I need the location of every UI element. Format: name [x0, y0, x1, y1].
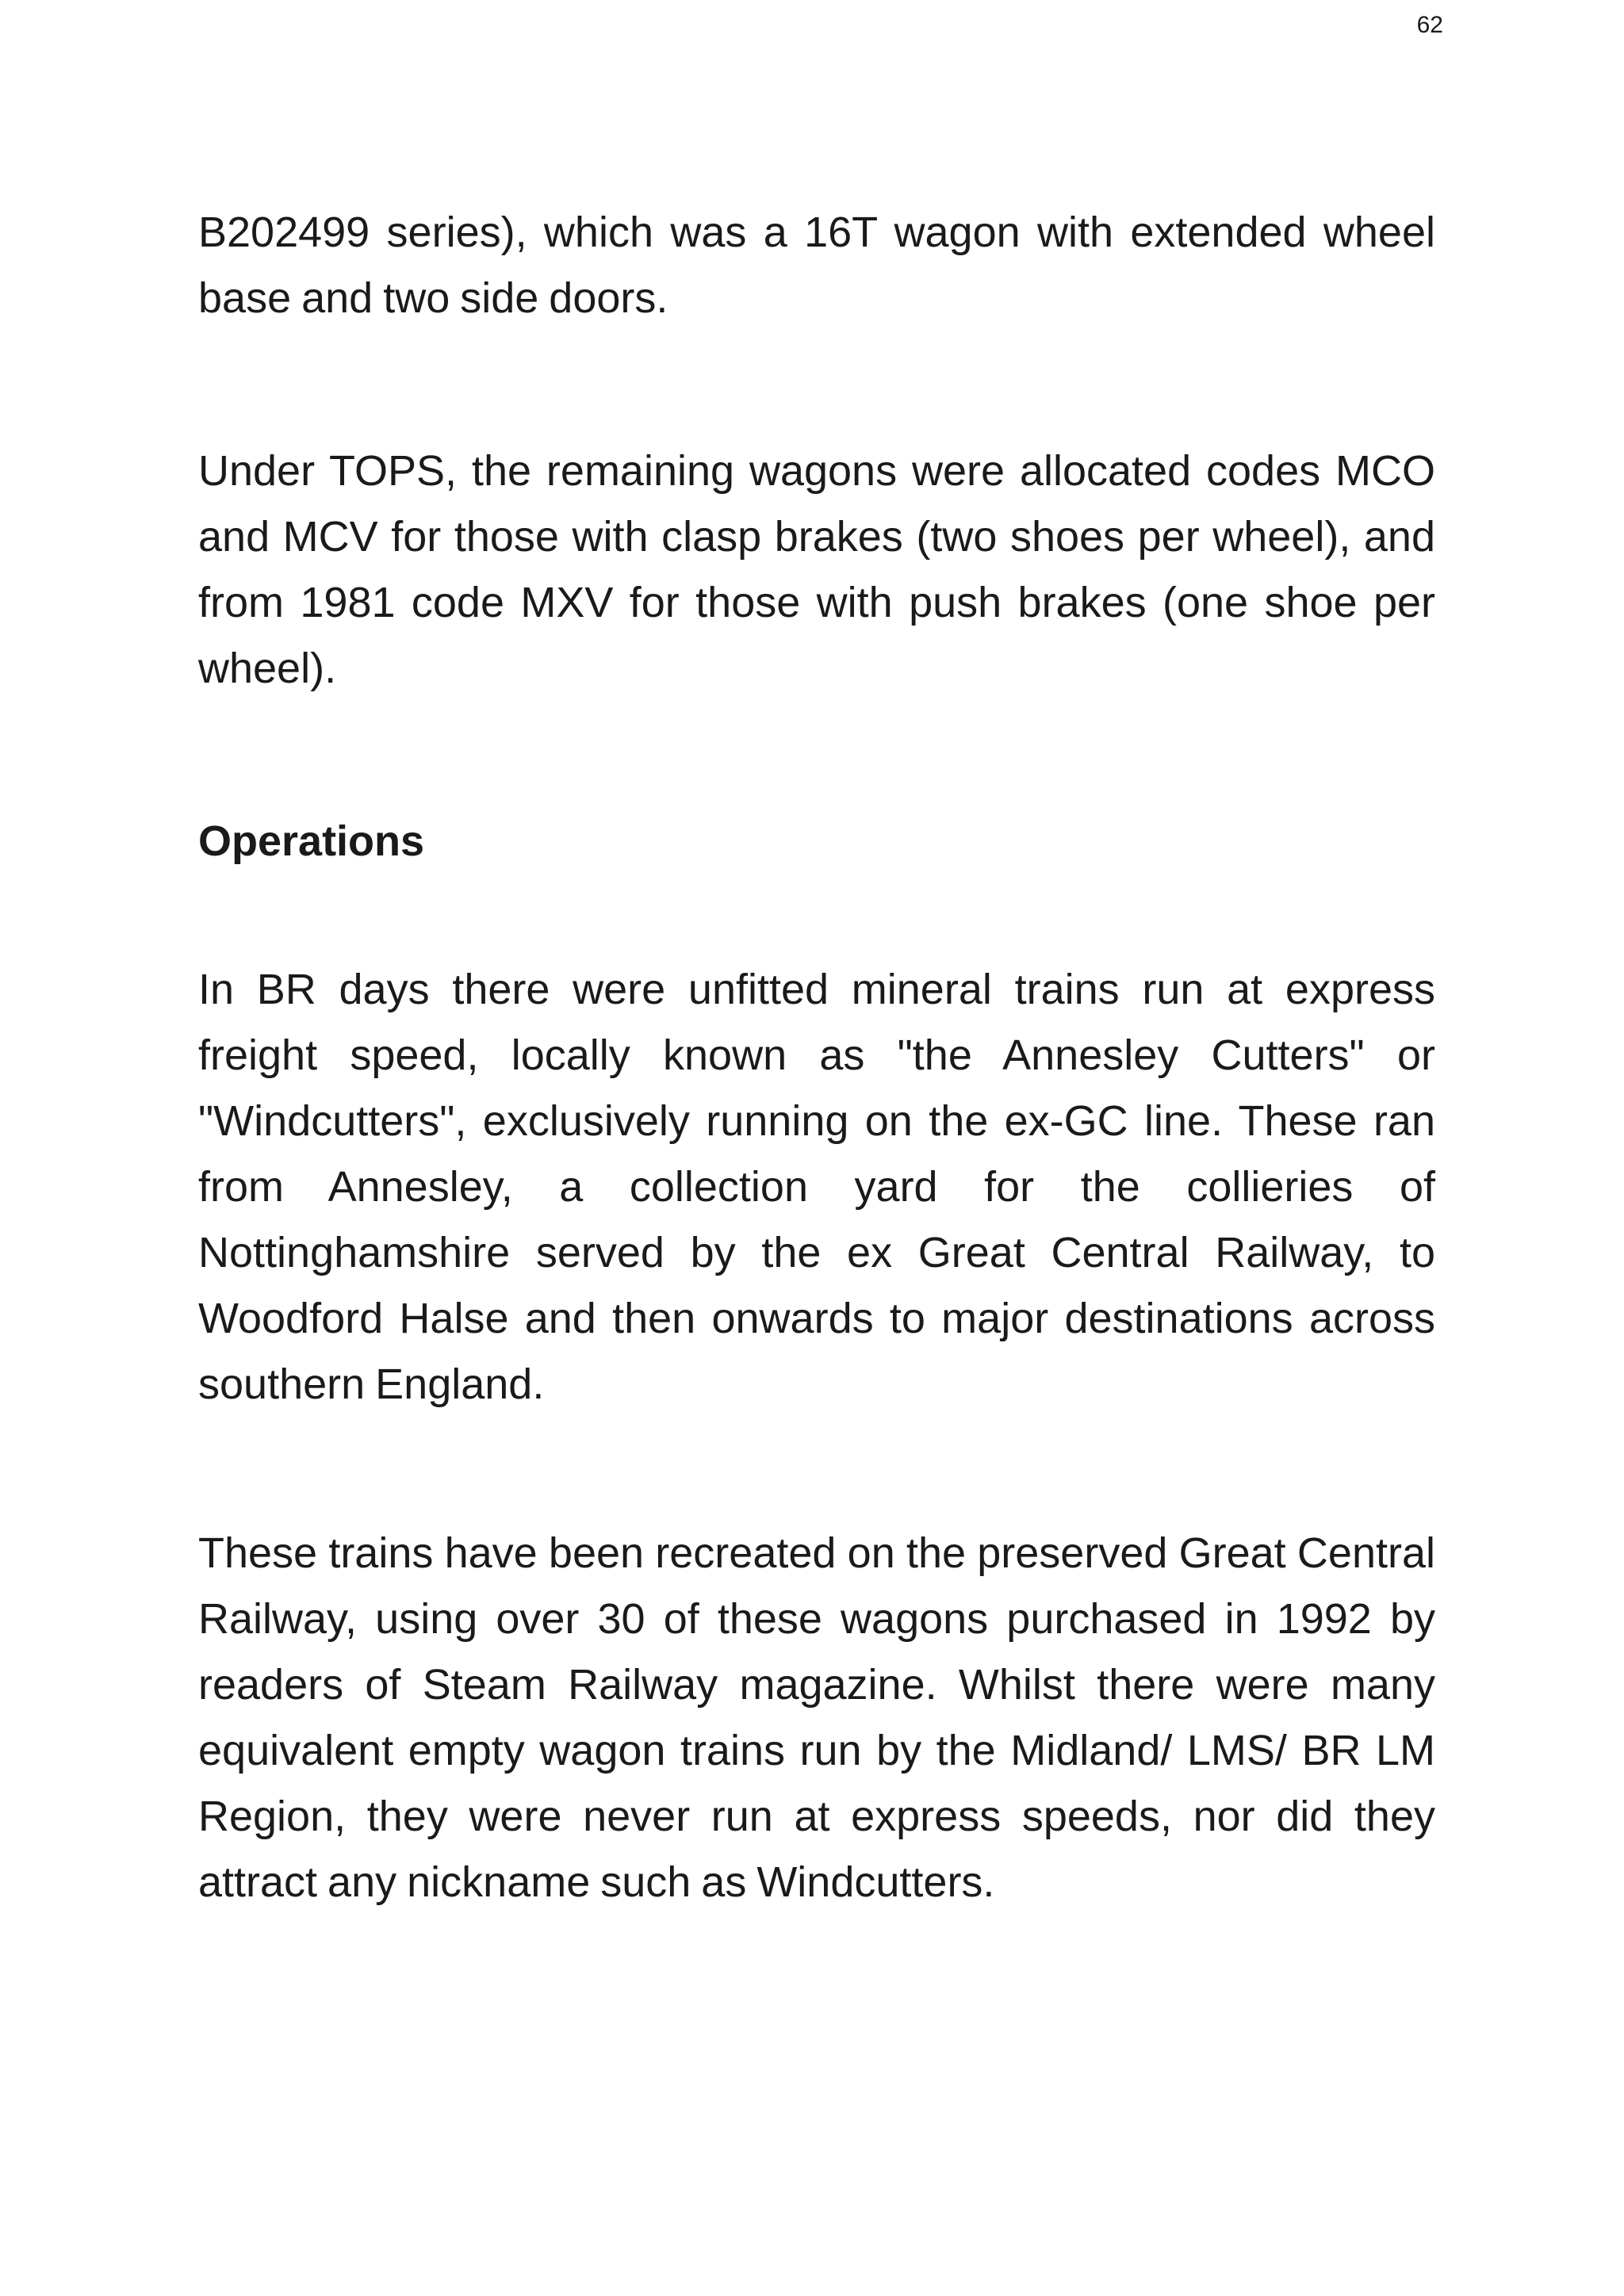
document-body — [198, 200, 1435, 1915]
paragraph-wagon-series: B202499 series), which was a 16T wagon with extended wheel base and two side doors. — [198, 209, 1435, 322]
page-number: 62 — [1416, 12, 1443, 38]
paragraph-windcutters: In BR days there were unfitted mineral trains run at express freight speed, locally known as "the Annesley Cutters" or "Windcutters", exclusively running on the ex-GC line. These ran from Annesley, a collection yard for the collieries of Nottinghamshire served by the ex Great Central Railway, to Woodford Halse and then onwards to major destinations across southern England. — [198, 966, 1435, 1408]
paragraph-preserved-railway: These trains have been recreated on the preserved Great Central Railway, using over 30 of these wagons purchased in 1992 by readers of Steam Railway magazine. Whilst there were many equivalent empty wagon trains run by the Midland/ LMS/ BR LM Region, they were never run at express speeds, nor did they attract any nickname such as Windcutters. — [198, 1529, 1435, 1906]
section-heading-operations: Operations — [198, 817, 425, 865]
paragraph-tops-codes: Under TOPS, the remaining wagons were allocated codes MCO and MCV for those with clasp brakes (two shoes per wheel), and from 1981 code MXV for those with push brakes (one shoe per wheel). — [198, 447, 1435, 692]
